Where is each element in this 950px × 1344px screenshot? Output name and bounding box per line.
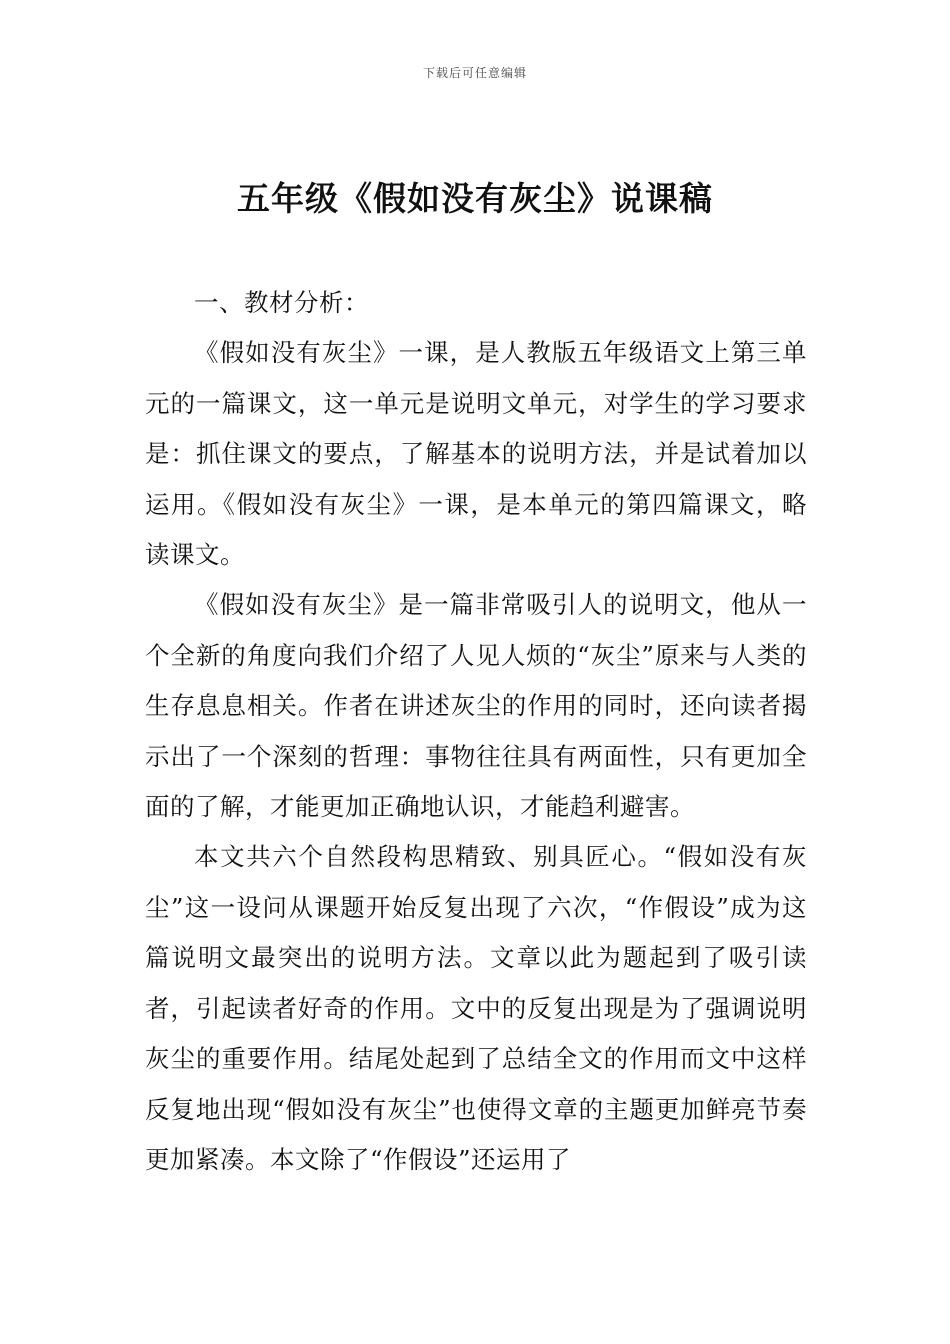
paragraph-3: 本文共六个自然段构思精致、别具匠心。“假如没有灰尘”这一设问从课题开始反复出现了六次，“作假设”成为这篇说明文最突出的说明方法。文章以此为题起到了吸引读者，引起读者好奇的作用。文中的反复出现是为了强调说明灰尘的重要作用。结尾处起到了总结全文的作用而文中这样反复地出现“假如没有灰尘”也使得文章的主题更加鲜亮节奏更加紧凑。本文除了“作假设”还运用了 <box>145 842 807 1174</box>
document-title: 五年级《假如没有灰尘》说课稿 <box>237 179 713 218</box>
paragraph-2: 《假如没有灰尘》是一篇非常吸引人的说明文，他从一个全新的角度向我们介绍了人见人烦的“灰尘”原来与人类的生存息息相关。作者在讲述灰尘的作用的同时，还向读者揭示出了一个深刻的哲理：事物往往具有两面性，只有更加全面的了解，才能更加正确地认识，才能趋利避害。 <box>145 590 807 822</box>
paragraph-1: 《假如没有灰尘》一课，是人教版五年级语文上第三单元的一篇课文，这一单元是说明文单元，对学生的学习要求是：抓住课文的要点，了解基本的说明方法，并是试着加以运用。《假如没有灰尘》一课，是本单元的第四篇课文，略读课文。 <box>145 338 807 570</box>
document-body <box>145 278 807 1185</box>
section-heading: 一、教材分析： <box>194 288 369 317</box>
header-note: 下载后可任意编辑 <box>422 66 527 80</box>
